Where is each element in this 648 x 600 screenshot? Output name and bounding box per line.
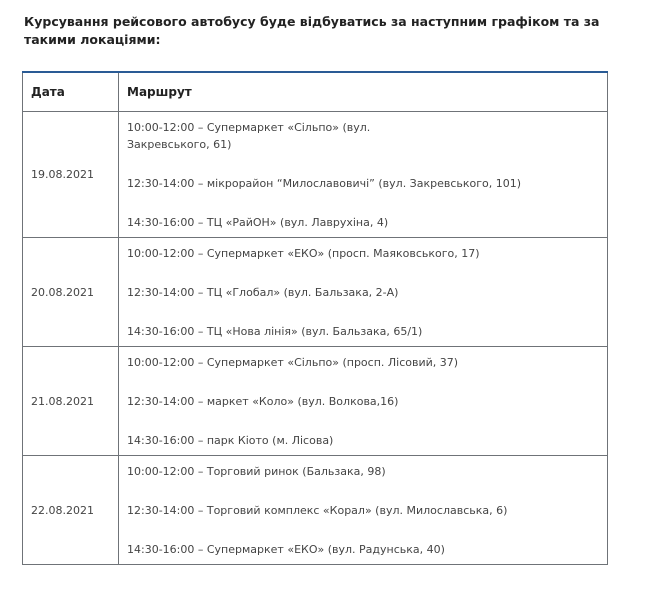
route-entry: 12:30-14:00 – Торговий комплекс «Корал» (вул. Милославська, 6) <box>127 504 508 517</box>
route-cell <box>119 112 608 238</box>
date-cell: 19.08.2021 <box>23 112 119 238</box>
route-cell <box>119 456 608 565</box>
route-entry: 10:00-12:00 – Супермаркет «Сільпо» (вул. Закревського, 61) <box>127 121 371 151</box>
intro-heading: Курсування рейсового автобусу буде відбуватись за наступним графіком та за такими локаціями: <box>24 14 600 47</box>
route-entry: 14:30-16:00 – парк Кіото (м. Лісова) <box>127 434 334 447</box>
table-row <box>23 456 608 565</box>
table-row <box>23 112 608 238</box>
table-row <box>23 238 608 347</box>
date-cell: 22.08.2021 <box>23 456 119 565</box>
route-cell <box>119 238 608 347</box>
table-row <box>23 347 608 456</box>
route-entry: 10:00-12:00 – Торговий ринок (Бальзака, 98) <box>127 465 386 478</box>
date-cell: 21.08.2021 <box>23 347 119 456</box>
column-header-date: Дата <box>23 72 119 112</box>
route-entry: 14:30-16:00 – Супермаркет «ЕКО» (вул. Радунська, 40) <box>127 543 445 556</box>
column-header-route: Маршрут <box>119 72 608 112</box>
route-entry: 10:00-12:00 – Супермаркет «Сільпо» (просп. Лісовий, 37) <box>127 356 459 369</box>
route-entry: 14:30-16:00 – ТЦ «РайОН» (вул. Лаврухіна, 4) <box>127 216 389 229</box>
schedule-table <box>22 71 608 565</box>
route-entry: 14:30-16:00 – ТЦ «Нова лінія» (вул. Бальзака, 65/1) <box>127 325 423 338</box>
table-header-row <box>23 72 608 112</box>
route-entry: 12:30-14:00 – ТЦ «Глобал» (вул. Бальзака, 2-А) <box>127 286 399 299</box>
route-entry: 10:00-12:00 – Супермаркет «ЕКО» (просп. Маяковського, 17) <box>127 247 480 260</box>
route-entry: 12:30-14:00 – маркет «Коло» (вул. Волкова,16) <box>127 395 399 408</box>
route-cell <box>119 347 608 456</box>
date-cell: 20.08.2021 <box>23 238 119 347</box>
route-entry: 12:30-14:00 – мікрорайон “Милославовичі” (вул. Закревського, 101) <box>127 177 522 190</box>
